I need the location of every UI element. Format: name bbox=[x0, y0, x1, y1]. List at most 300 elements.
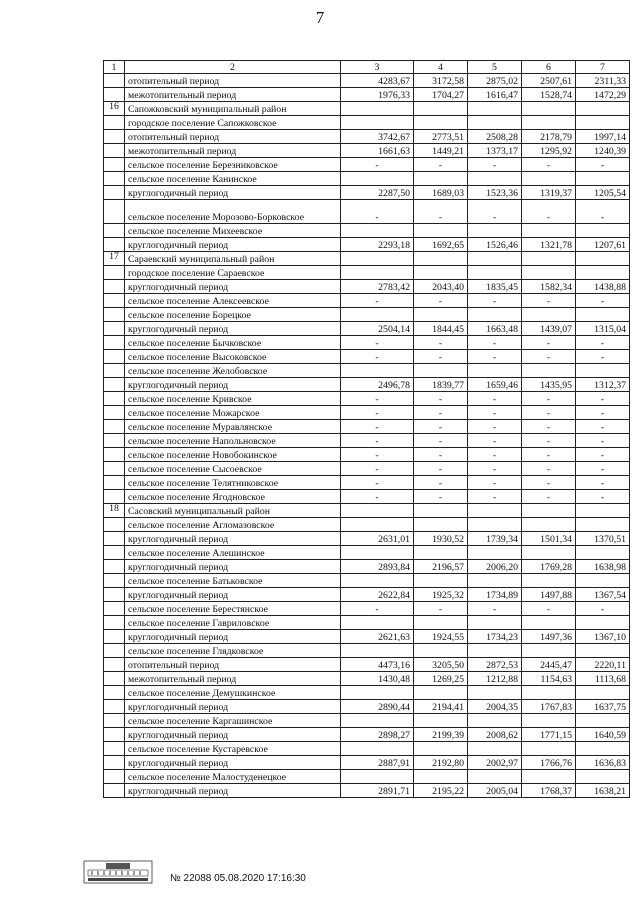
table-row bbox=[104, 392, 630, 406]
tariff-value-cell: - bbox=[341, 336, 414, 350]
row-label: сельское поселение Высоковское bbox=[125, 350, 341, 364]
row-index bbox=[104, 186, 125, 200]
tariff-value-cell: - bbox=[468, 406, 522, 420]
row-label: сельское поселение Демушкинское bbox=[125, 686, 341, 700]
tariff-value-cell: - bbox=[468, 420, 522, 434]
tariff-value-cell: 2508,28 bbox=[468, 130, 522, 144]
tariff-value-cell: - bbox=[414, 490, 468, 504]
row-index bbox=[104, 588, 125, 602]
tariff-value-cell: 1212,88 bbox=[468, 672, 522, 686]
tariff-value-cell: 2890,44 bbox=[341, 700, 414, 714]
tariff-value-cell bbox=[576, 546, 630, 560]
row-label: сельское поселение Агломазовское bbox=[125, 518, 341, 532]
table-row bbox=[104, 756, 630, 770]
tariff-value-cell: 3205,50 bbox=[414, 658, 468, 672]
tariff-value-cell: - bbox=[414, 476, 468, 490]
row-index bbox=[104, 616, 125, 630]
row-index bbox=[104, 714, 125, 728]
tariff-value-cell: - bbox=[522, 434, 576, 448]
tariff-value-cell: 1924,55 bbox=[414, 630, 468, 644]
tariff-value-cell: - bbox=[522, 490, 576, 504]
tariff-value-cell bbox=[341, 252, 414, 266]
table-row bbox=[104, 350, 630, 364]
tariff-value-cell: - bbox=[341, 420, 414, 434]
tariff-value-cell: 1734,89 bbox=[468, 588, 522, 602]
tariff-value-cell: 1373,17 bbox=[468, 144, 522, 158]
row-index bbox=[104, 116, 125, 130]
tariff-value-cell bbox=[522, 504, 576, 518]
tariff-value-cell: 1976,33 bbox=[341, 88, 414, 102]
tariff-value-cell bbox=[414, 770, 468, 784]
tariff-value-cell: - bbox=[414, 406, 468, 420]
tariff-value-cell: 2002,97 bbox=[468, 756, 522, 770]
tariff-value-cell: 1739,34 bbox=[468, 532, 522, 546]
tariff-value-cell: 1367,10 bbox=[576, 630, 630, 644]
tariff-value-cell bbox=[414, 644, 468, 658]
tariff-value-cell: 1638,21 bbox=[576, 784, 630, 798]
tariff-value-cell bbox=[341, 616, 414, 630]
tariff-value-cell: - bbox=[576, 602, 630, 616]
table-row bbox=[104, 266, 630, 280]
tariff-value-cell: 1523,36 bbox=[468, 186, 522, 200]
tariff-value-cell: 1154,63 bbox=[522, 672, 576, 686]
tariff-value-cell: - bbox=[414, 434, 468, 448]
tariff-value-cell: 1315,04 bbox=[576, 322, 630, 336]
table-row bbox=[104, 532, 630, 546]
tariff-value-cell bbox=[341, 686, 414, 700]
tariff-value-cell: - bbox=[522, 336, 576, 350]
row-label: сельское поселение Алексеевское bbox=[125, 294, 341, 308]
tariff-value-cell bbox=[522, 308, 576, 322]
row-label: сельское поселение Кустаревское bbox=[125, 742, 341, 756]
table-row bbox=[104, 728, 630, 742]
table-row bbox=[104, 560, 630, 574]
row-label: круглогодичный период bbox=[125, 560, 341, 574]
tariff-value-cell: - bbox=[522, 200, 576, 224]
tariff-value-cell: - bbox=[341, 392, 414, 406]
table-row bbox=[104, 742, 630, 756]
tariff-value-cell: - bbox=[414, 350, 468, 364]
tariff-value-cell bbox=[341, 172, 414, 186]
tariff-value-cell: 2195,22 bbox=[414, 784, 468, 798]
tariff-value-cell: - bbox=[341, 490, 414, 504]
column-header: 2 bbox=[125, 61, 341, 74]
tariff-value-cell: 1497,36 bbox=[522, 630, 576, 644]
tariff-value-cell: 2893,84 bbox=[341, 560, 414, 574]
tariff-value-cell: 1771,15 bbox=[522, 728, 576, 742]
tariff-value-cell: 2631,01 bbox=[341, 532, 414, 546]
tariff-value-cell bbox=[468, 616, 522, 630]
tariff-value-cell: 1205,54 bbox=[576, 186, 630, 200]
table-row bbox=[104, 144, 630, 158]
row-index bbox=[104, 350, 125, 364]
tariff-value-cell: 2043,40 bbox=[414, 280, 468, 294]
row-label: сельское поселение Муравлянское bbox=[125, 420, 341, 434]
tariff-value-cell: 1526,46 bbox=[468, 238, 522, 252]
tariff-value-cell: 1844,45 bbox=[414, 322, 468, 336]
row-index bbox=[104, 630, 125, 644]
tariff-value-cell: - bbox=[341, 406, 414, 420]
tariff-value-cell: 1930,52 bbox=[414, 532, 468, 546]
tariff-value-cell: 2005,04 bbox=[468, 784, 522, 798]
tariff-value-cell: 1734,23 bbox=[468, 630, 522, 644]
tariff-value-cell bbox=[414, 364, 468, 378]
table-row bbox=[104, 322, 630, 336]
tariff-value-cell: - bbox=[341, 158, 414, 172]
row-index bbox=[104, 742, 125, 756]
tariff-value-cell bbox=[576, 574, 630, 588]
tariff-value-cell: 1439,07 bbox=[522, 322, 576, 336]
tariff-value-cell bbox=[341, 546, 414, 560]
row-label: сельское поселение Гавриловское bbox=[125, 616, 341, 630]
table-row bbox=[104, 476, 630, 490]
row-index bbox=[104, 364, 125, 378]
row-label: круглогодичный период bbox=[125, 186, 341, 200]
government-seal-icon bbox=[82, 858, 154, 886]
tariff-value-cell bbox=[341, 574, 414, 588]
row-label: круглогодичный период bbox=[125, 322, 341, 336]
table-row bbox=[104, 518, 630, 532]
tariff-value-cell: 2875,02 bbox=[468, 74, 522, 88]
table-row bbox=[104, 186, 630, 200]
tariff-value-cell bbox=[522, 742, 576, 756]
tariff-value-cell bbox=[341, 308, 414, 322]
tariff-value-cell bbox=[414, 714, 468, 728]
tariff-value-cell: 2507,61 bbox=[522, 74, 576, 88]
tariff-value-cell bbox=[522, 102, 576, 116]
tariff-value-cell: 2783,42 bbox=[341, 280, 414, 294]
tariff-value-cell: - bbox=[576, 434, 630, 448]
tariff-value-cell bbox=[414, 686, 468, 700]
tariff-value-cell: - bbox=[576, 200, 630, 224]
tariff-value-cell: 2293,18 bbox=[341, 238, 414, 252]
tariff-value-cell: 1638,98 bbox=[576, 560, 630, 574]
table-row bbox=[104, 462, 630, 476]
tariff-value-cell: 4473,16 bbox=[341, 658, 414, 672]
tariff-value-cell bbox=[414, 504, 468, 518]
tariff-value-cell: 1997,14 bbox=[576, 130, 630, 144]
tariff-value-cell: - bbox=[522, 392, 576, 406]
table-row bbox=[104, 784, 630, 798]
row-index bbox=[104, 434, 125, 448]
table-row bbox=[104, 672, 630, 686]
column-header: 1 bbox=[104, 61, 125, 74]
table-row bbox=[104, 130, 630, 144]
tariff-value-cell: - bbox=[522, 158, 576, 172]
row-index bbox=[104, 406, 125, 420]
row-index bbox=[104, 602, 125, 616]
column-header: 4 bbox=[414, 61, 468, 74]
row-index bbox=[104, 336, 125, 350]
tariff-value-cell bbox=[468, 308, 522, 322]
table-row bbox=[104, 406, 630, 420]
tariff-value-cell: - bbox=[468, 200, 522, 224]
tariff-value-cell: - bbox=[414, 336, 468, 350]
tariff-value-cell: 1616,47 bbox=[468, 88, 522, 102]
row-index bbox=[104, 280, 125, 294]
tariff-value-cell: - bbox=[522, 462, 576, 476]
tariff-value-cell: - bbox=[341, 476, 414, 490]
row-label: сельское поселение Новобокинское bbox=[125, 448, 341, 462]
tariff-value-cell: 1661,63 bbox=[341, 144, 414, 158]
tariff-value-cell bbox=[341, 266, 414, 280]
row-index bbox=[104, 658, 125, 672]
row-label: отопительный период bbox=[125, 658, 341, 672]
table-row bbox=[104, 658, 630, 672]
tariff-value-cell bbox=[341, 504, 414, 518]
table-row bbox=[104, 158, 630, 172]
tariff-value-cell: - bbox=[414, 462, 468, 476]
tariff-value-cell bbox=[576, 266, 630, 280]
tariff-value-cell bbox=[576, 116, 630, 130]
tariff-value-cell: 1312,37 bbox=[576, 378, 630, 392]
tariff-value-cell bbox=[522, 116, 576, 130]
tariff-value-cell: - bbox=[522, 406, 576, 420]
row-label: круглогодичный период bbox=[125, 700, 341, 714]
tariff-value-cell: - bbox=[414, 294, 468, 308]
table-row bbox=[104, 686, 630, 700]
tariff-value-cell: 1925,32 bbox=[414, 588, 468, 602]
tariff-value-cell: 1636,83 bbox=[576, 756, 630, 770]
tariff-value-cell bbox=[468, 770, 522, 784]
tariff-value-cell: - bbox=[522, 420, 576, 434]
tariff-value-cell: 2773,51 bbox=[414, 130, 468, 144]
row-label: круглогодичный период bbox=[125, 238, 341, 252]
tariff-value-cell bbox=[341, 770, 414, 784]
tariff-value-cell bbox=[341, 364, 414, 378]
tariff-value-cell: 2445,47 bbox=[522, 658, 576, 672]
tariff-value-cell bbox=[576, 224, 630, 238]
tariff-value-cell bbox=[522, 686, 576, 700]
row-index bbox=[104, 686, 125, 700]
row-label: городское поселение Сапожковское bbox=[125, 116, 341, 130]
tariff-value-cell: 1689,03 bbox=[414, 186, 468, 200]
tariff-value-cell: - bbox=[468, 434, 522, 448]
row-index bbox=[104, 74, 125, 88]
tariff-value-cell: - bbox=[341, 294, 414, 308]
tariff-value-cell: 1768,37 bbox=[522, 784, 576, 798]
row-index bbox=[104, 560, 125, 574]
tariff-value-cell: 1704,27 bbox=[414, 88, 468, 102]
tariff-value-cell bbox=[468, 504, 522, 518]
tariff-value-cell bbox=[522, 714, 576, 728]
row-label: сельское поселение Канинское bbox=[125, 172, 341, 186]
row-index bbox=[104, 546, 125, 560]
tariff-value-cell bbox=[414, 518, 468, 532]
row-label: сельское поселение Ягодновское bbox=[125, 490, 341, 504]
row-label: сельское поселение Малостуденецкое bbox=[125, 770, 341, 784]
table-row bbox=[104, 770, 630, 784]
row-index bbox=[104, 784, 125, 798]
tariff-value-cell bbox=[414, 266, 468, 280]
row-index bbox=[104, 172, 125, 186]
tariff-value-cell bbox=[414, 574, 468, 588]
tariff-value-cell: - bbox=[522, 602, 576, 616]
tariff-value-cell: 1430,48 bbox=[341, 672, 414, 686]
row-index bbox=[104, 392, 125, 406]
row-label: круглогодичный период bbox=[125, 588, 341, 602]
table-row bbox=[104, 434, 630, 448]
row-label: сельское поселение Сысоевское bbox=[125, 462, 341, 476]
row-label: круглогодичный период bbox=[125, 280, 341, 294]
tariff-value-cell: 2008,62 bbox=[468, 728, 522, 742]
tariff-value-cell bbox=[576, 770, 630, 784]
row-label: круглогодичный период bbox=[125, 532, 341, 546]
tariff-value-cell: 1472,29 bbox=[576, 88, 630, 102]
tariff-value-cell: 2196,57 bbox=[414, 560, 468, 574]
tariff-value-cell: 1659,46 bbox=[468, 378, 522, 392]
table-header-row bbox=[104, 61, 630, 74]
tariff-value-cell: 1367,54 bbox=[576, 588, 630, 602]
table-row bbox=[104, 336, 630, 350]
tariff-value-cell: 2220,11 bbox=[576, 658, 630, 672]
tariff-value-cell: 1497,88 bbox=[522, 588, 576, 602]
tariff-value-cell: - bbox=[414, 392, 468, 406]
tariff-value-cell: 1839,77 bbox=[414, 378, 468, 392]
tariff-value-cell: 3172,58 bbox=[414, 74, 468, 88]
tariff-value-cell: 4283,67 bbox=[341, 74, 414, 88]
row-label: сельское поселение Глядковское bbox=[125, 644, 341, 658]
tariff-value-cell: 1663,48 bbox=[468, 322, 522, 336]
row-index bbox=[104, 420, 125, 434]
tariff-value-cell: 1769,28 bbox=[522, 560, 576, 574]
table-row bbox=[104, 116, 630, 130]
tariff-value-cell: - bbox=[576, 476, 630, 490]
tariff-value-cell bbox=[468, 224, 522, 238]
tariff-value-cell: - bbox=[576, 294, 630, 308]
tariff-value-cell: - bbox=[468, 476, 522, 490]
row-label: Сасовский муниципальный район bbox=[125, 504, 341, 518]
tariff-value-cell bbox=[522, 518, 576, 532]
tariff-value-cell: 1319,37 bbox=[522, 186, 576, 200]
table-row bbox=[104, 588, 630, 602]
tariff-value-cell bbox=[522, 224, 576, 238]
row-index bbox=[104, 728, 125, 742]
column-header: 7 bbox=[576, 61, 630, 74]
tariff-value-cell bbox=[414, 224, 468, 238]
column-header: 6 bbox=[522, 61, 576, 74]
tariff-value-cell: - bbox=[468, 350, 522, 364]
table-row bbox=[104, 420, 630, 434]
table-row bbox=[104, 252, 630, 266]
tariff-value-cell: 1692,65 bbox=[414, 238, 468, 252]
tariff-value-cell: - bbox=[468, 336, 522, 350]
row-index bbox=[104, 158, 125, 172]
tariff-value-cell bbox=[468, 714, 522, 728]
row-index bbox=[104, 532, 125, 546]
tariff-value-cell bbox=[468, 686, 522, 700]
tariff-value-cell bbox=[468, 742, 522, 756]
tariff-value-cell: - bbox=[576, 462, 630, 476]
table-row bbox=[104, 200, 630, 224]
tariff-value-cell: - bbox=[576, 448, 630, 462]
tariff-value-cell bbox=[468, 102, 522, 116]
row-label: сельское поселение Алешинское bbox=[125, 546, 341, 560]
row-label: сельское поселение Березниковское bbox=[125, 158, 341, 172]
tariff-value-cell bbox=[576, 308, 630, 322]
tariff-value-cell: - bbox=[341, 462, 414, 476]
row-index bbox=[104, 200, 125, 224]
tariff-value-cell: - bbox=[414, 200, 468, 224]
table-row bbox=[104, 700, 630, 714]
table-row bbox=[104, 574, 630, 588]
tariff-value-cell bbox=[414, 616, 468, 630]
table-row bbox=[104, 630, 630, 644]
tariff-value-cell: - bbox=[414, 448, 468, 462]
tariff-value-cell: 1640,59 bbox=[576, 728, 630, 742]
row-label: круглогодичный период bbox=[125, 784, 341, 798]
tariff-value-cell bbox=[468, 574, 522, 588]
table-row bbox=[104, 504, 630, 518]
tariff-value-cell bbox=[341, 644, 414, 658]
tariff-value-cell bbox=[468, 518, 522, 532]
row-index bbox=[104, 238, 125, 252]
row-label: сельское поселение Борецкое bbox=[125, 308, 341, 322]
row-label: сельское поселение Морозово-Борковское bbox=[125, 200, 341, 224]
tariff-value-cell bbox=[576, 102, 630, 116]
column-header: 5 bbox=[468, 61, 522, 74]
registration-stamp: № 22088 05.08.2020 17:16:30 bbox=[170, 873, 306, 884]
tariff-value-cell: 2504,14 bbox=[341, 322, 414, 336]
tariff-value-cell bbox=[522, 172, 576, 186]
tariff-value-cell: - bbox=[468, 602, 522, 616]
tariff-value-cell: - bbox=[576, 158, 630, 172]
row-index bbox=[104, 308, 125, 322]
row-index bbox=[104, 518, 125, 532]
tariff-value-cell: - bbox=[341, 434, 414, 448]
table-row bbox=[104, 308, 630, 322]
row-label: сельское поселение Кривское bbox=[125, 392, 341, 406]
table-row bbox=[104, 602, 630, 616]
row-index bbox=[104, 144, 125, 158]
row-index bbox=[104, 130, 125, 144]
tariff-value-cell bbox=[522, 616, 576, 630]
row-label: межотопительный период bbox=[125, 672, 341, 686]
tariff-value-cell: 1207,61 bbox=[576, 238, 630, 252]
tariff-value-cell bbox=[414, 252, 468, 266]
row-label: сельское поселение Бычковское bbox=[125, 336, 341, 350]
tariff-value-cell: 2194,41 bbox=[414, 700, 468, 714]
tariff-value-cell bbox=[468, 546, 522, 560]
tariff-value-cell: 2192,80 bbox=[414, 756, 468, 770]
tariff-value-cell: - bbox=[341, 602, 414, 616]
tariff-value-cell: - bbox=[468, 158, 522, 172]
tariff-value-cell: - bbox=[576, 336, 630, 350]
tariff-value-cell bbox=[468, 364, 522, 378]
tariff-value-cell bbox=[522, 770, 576, 784]
tariff-value-cell: 1637,75 bbox=[576, 700, 630, 714]
tariff-value-cell: - bbox=[576, 490, 630, 504]
tariff-value-cell bbox=[576, 616, 630, 630]
tariff-value-cell: 2199,39 bbox=[414, 728, 468, 742]
row-label: отопительный период bbox=[125, 74, 341, 88]
tariff-value-cell: 2621,63 bbox=[341, 630, 414, 644]
tariff-value-cell bbox=[576, 252, 630, 266]
tariff-value-cell: 1113,68 bbox=[576, 672, 630, 686]
tariff-value-cell: 1269,25 bbox=[414, 672, 468, 686]
tariff-value-cell: - bbox=[576, 406, 630, 420]
table-row bbox=[104, 294, 630, 308]
tariff-value-cell: - bbox=[522, 448, 576, 462]
tariff-value-cell bbox=[341, 102, 414, 116]
tariff-value-cell: 2006,20 bbox=[468, 560, 522, 574]
tariff-value-cell: 2872,53 bbox=[468, 658, 522, 672]
tariff-value-cell: - bbox=[522, 350, 576, 364]
tariff-value-cell: - bbox=[414, 420, 468, 434]
tariff-value-cell bbox=[522, 364, 576, 378]
table-row bbox=[104, 490, 630, 504]
tariff-value-cell: 1767,83 bbox=[522, 700, 576, 714]
